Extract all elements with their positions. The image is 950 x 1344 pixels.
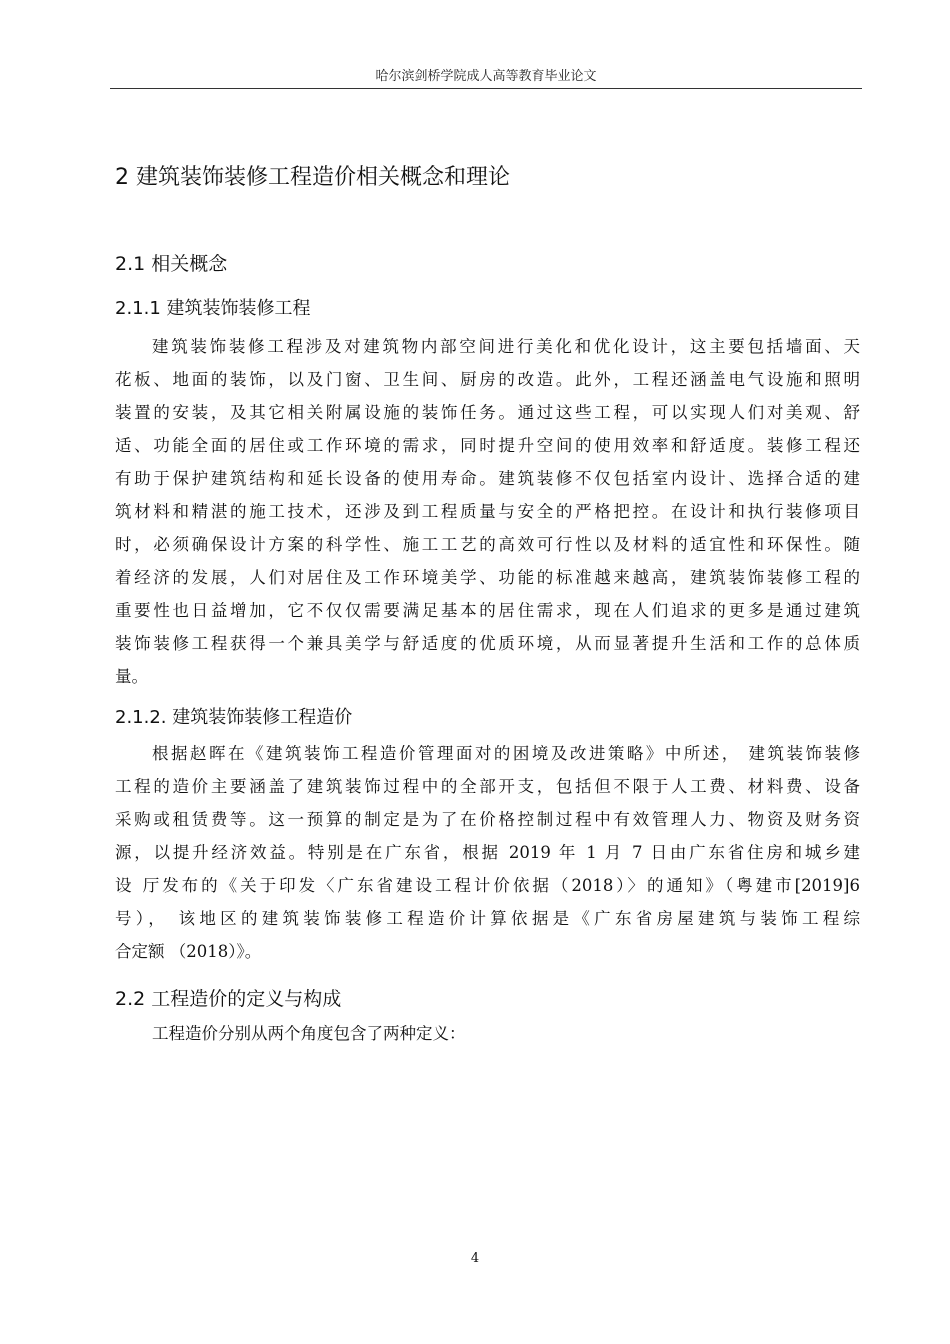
running-header: 哈尔滨剑桥学院成人高等教育毕业论文 (110, 70, 862, 89)
paragraph-line: 合定额 （2018）》。 (115, 942, 262, 961)
page-number: 4 (470, 1251, 480, 1266)
paragraph-line: 工程造价分别从两个角度包含了两种定义： (152, 1024, 466, 1043)
paragraph-line: 采购或租赁费等。这一预算的制定是为了在价格控制过程中有效管理人力、物资及财务资 (115, 810, 860, 829)
paragraph-line: 重要性也日益增加，它不仅仅需要满足基本的居住需求，现在人们追求的更多是通过建筑 (115, 601, 860, 620)
paragraph-line: 有助于保护建筑结构和延长设备的使用寿命。建筑装修不仅包括室内设计、选择合适的建 (115, 469, 860, 488)
paragraph-line: 筑材料和精湛的施工技术，还涉及到工程质量与安全的严格把控。在设计和执行装修项目 (115, 502, 860, 521)
paragraph-line: 装置的安装，及其它相关附属设施的装饰任务。通过这些工程，可以实现人们对美观、舒 (115, 403, 860, 422)
paragraph-line: 建筑装饰装修工程涉及对建筑物内部空间进行美化和优化设计，这主要包括墙面、天 (152, 337, 860, 356)
paragraph-line: 装饰装修工程获得一个兼具美学与舒适度的优质环境，从而显著提升生活和工作的总体质 (115, 634, 860, 653)
paragraph-line: 源，以提升经济效益。特别是在广东省，根据 2019 年 1 月 7 日由广东省住房和城乡建 (115, 843, 860, 862)
paragraph-line: 设 厅发布的《关于印发〈广东省建设工程计价依据（2018）〉的通知》（粤建市[2019]6 (115, 876, 860, 895)
paragraph-2-1-1 (115, 330, 860, 693)
paragraph-line: 量。 (115, 667, 148, 686)
paragraph-line: 花板、地面的装饰，以及门窗、卫生间、厨房的改造。此外，工程还涵盖电气设施和照明 (115, 370, 860, 389)
paragraph-line: 号）， 该地区的建筑装饰装修工程造价计算依据是《广东省房屋建筑与装饰工程综 (115, 909, 860, 928)
subsection-2-1-1-title: 2.1.1 建筑装饰装修工程 (115, 298, 311, 319)
chapter-title: 2 建筑装饰装修工程造价相关概念和理论 (115, 165, 510, 190)
subsection-2-1-2-title: 2.1.2. 建筑装饰装修工程造价 (115, 707, 353, 728)
paragraph-line: 工程的造价主要涵盖了建筑装饰过程中的全部开支，包括但不限于人工费、材料费、设备 (115, 777, 860, 796)
paragraph-line: 时，必须确保设计方案的科学性、施工工艺的高效可行性以及材料的适宜性和环保性。随 (115, 535, 860, 554)
paragraph-line: 适、功能全面的居住或工作环境的需求，同时提升空间的使用效率和舒适度。装修工程还 (115, 436, 860, 455)
paragraph-line: 根据赵晖在《建筑装饰工程造价管理面对的困境及改进策略》中所述， 建筑装饰装修 (152, 744, 860, 763)
paragraph-2-1-2 (115, 737, 860, 968)
paragraph-line: 着经济的发展，人们对居住及工作环境美学、功能的标准越来越高，建筑装饰装修工程的 (115, 568, 860, 587)
paragraph-2-2 (115, 1017, 860, 1050)
section-2-2-title: 2.2 工程造价的定义与构成 (115, 988, 342, 1010)
section-2-1-title: 2.1 相关概念 (115, 253, 228, 275)
